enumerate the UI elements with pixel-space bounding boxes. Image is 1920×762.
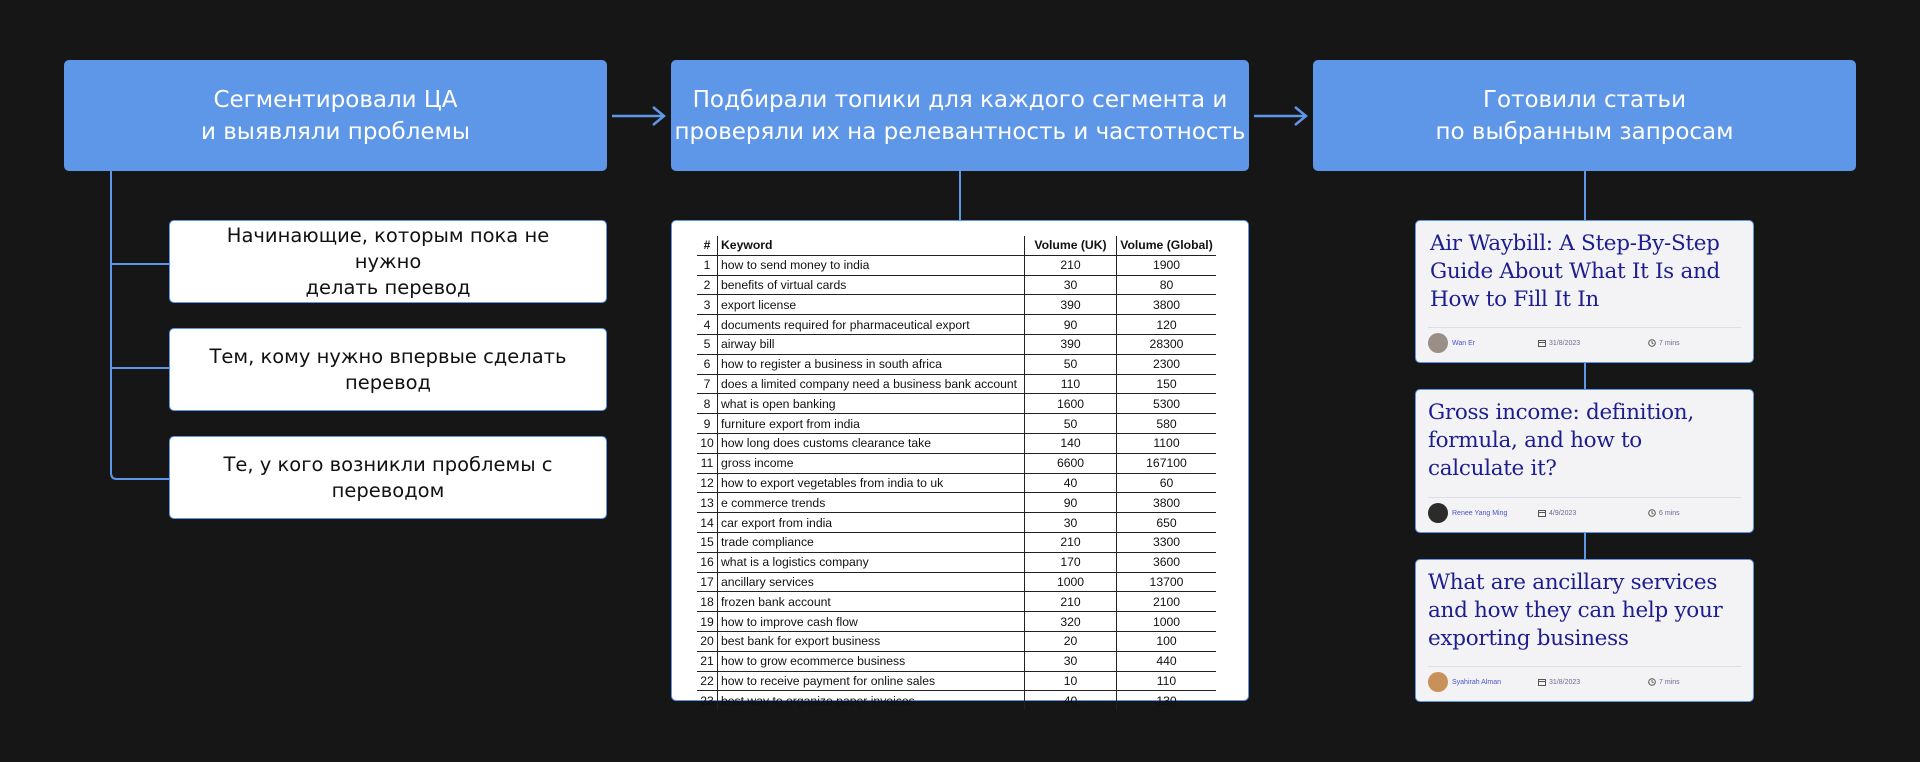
row-volume-uk: 6600 <box>1025 453 1117 473</box>
table-row <box>697 671 1216 691</box>
article-time-wrap <box>1648 339 1680 347</box>
row-number: 10 <box>697 433 718 453</box>
segment-line: перевод <box>344 370 431 394</box>
article-time-wrap <box>1648 509 1680 517</box>
row-volume-global: 2100 <box>1117 592 1217 612</box>
row-volume-global: 5300 <box>1117 394 1217 414</box>
row-volume-uk: 210 <box>1025 532 1117 552</box>
avatar <box>1428 333 1448 353</box>
step-line: проверяли их на релевантность и частотность <box>674 118 1246 145</box>
article-title[interactable]: What are ancillary services and how they can help your exporting business <box>1428 570 1723 651</box>
table-header-row <box>697 236 1216 255</box>
row-number: 2 <box>697 275 718 295</box>
segment-card <box>169 220 607 303</box>
row-number: 17 <box>697 572 718 592</box>
row-keyword: best way to organize paper invoices <box>718 691 1025 710</box>
table-row <box>697 315 1216 335</box>
row-number: 3 <box>697 295 718 315</box>
table-row <box>697 275 1216 295</box>
table-row <box>697 473 1216 493</box>
table-row <box>697 354 1216 374</box>
row-volume-uk: 50 <box>1025 354 1117 374</box>
row-number: 16 <box>697 552 718 572</box>
table-row <box>697 612 1216 632</box>
step-topic-selection <box>671 60 1249 171</box>
row-number: 15 <box>697 532 718 552</box>
calendar-icon <box>1538 339 1546 347</box>
step-articles <box>1313 60 1856 171</box>
row-keyword: how to grow ecommerce business <box>718 651 1025 671</box>
row-keyword: how long does customs clearance take <box>718 433 1025 453</box>
table-row <box>697 513 1216 533</box>
article-author[interactable]: Syahirah Alman <box>1452 678 1502 686</box>
table-row <box>697 631 1216 651</box>
row-number: 5 <box>697 334 718 354</box>
row-keyword: car export from india <box>718 513 1025 533</box>
row-number: 12 <box>697 473 718 493</box>
row-volume-uk: 90 <box>1025 315 1117 335</box>
article-date-wrap <box>1538 509 1648 517</box>
row-volume-global: 650 <box>1117 513 1217 533</box>
row-number: 4 <box>697 315 718 335</box>
article-author[interactable]: Renee Yang Ming <box>1452 509 1508 517</box>
row-number: 1 <box>697 255 718 275</box>
table-row <box>697 433 1216 453</box>
articles-connector <box>1584 363 1586 389</box>
row-volume-uk: 50 <box>1025 414 1117 434</box>
row-volume-global: 3300 <box>1117 532 1217 552</box>
avatar <box>1428 672 1448 692</box>
step-line: Сегментировали ЦА <box>213 86 458 113</box>
row-volume-global: 2300 <box>1117 354 1217 374</box>
header-volume-global: Volume (Global) <box>1117 236 1217 255</box>
row-volume-uk: 1600 <box>1025 394 1117 414</box>
row-keyword: export license <box>718 295 1025 315</box>
avatar <box>1428 503 1448 523</box>
row-keyword: airway bill <box>718 334 1025 354</box>
segments-connector <box>100 171 172 483</box>
row-volume-uk: 20 <box>1025 631 1117 651</box>
article-meta <box>1428 497 1741 528</box>
article-card[interactable] <box>1415 559 1754 702</box>
row-number: 18 <box>697 592 718 612</box>
segment-line: переводом <box>331 478 445 502</box>
row-volume-global: 150 <box>1117 374 1217 394</box>
keyword-table-body <box>697 255 1216 710</box>
row-keyword: how to export vegetables from india to uk <box>718 473 1025 493</box>
article-date-wrap <box>1538 339 1648 347</box>
row-keyword: frozen bank account <box>718 592 1025 612</box>
table-row <box>697 374 1216 394</box>
article-date: 31/8/2023 <box>1549 339 1581 347</box>
row-volume-global: 80 <box>1117 275 1217 295</box>
row-volume-global: 440 <box>1117 651 1217 671</box>
row-volume-global: 3800 <box>1117 493 1217 513</box>
row-volume-uk: 140 <box>1025 433 1117 453</box>
row-number: 22 <box>697 671 718 691</box>
article-read-time: 7 mins <box>1659 339 1680 347</box>
row-volume-uk: 30 <box>1025 651 1117 671</box>
step-line: Готовили статьи <box>1482 86 1687 113</box>
article-meta <box>1428 666 1741 697</box>
segment-line: Начинающие, которым пока не нужно <box>226 223 550 273</box>
row-volume-global: 130 <box>1156 693 1177 708</box>
article-date-wrap <box>1538 678 1648 686</box>
row-number: 19 <box>697 612 718 632</box>
row-number: 11 <box>697 453 718 473</box>
row-volume-global: 13700 <box>1117 572 1217 592</box>
row-number: 21 <box>697 651 718 671</box>
segment-card <box>169 328 607 411</box>
row-keyword: what is open banking <box>718 394 1025 414</box>
row-keyword: e commerce trends <box>718 493 1025 513</box>
keyword-table-card <box>671 220 1249 708</box>
row-volume-global: 120 <box>1117 315 1217 335</box>
article-title[interactable]: Air Waybill: A Step-By-Step Guide About What It Is and How to Fill It In <box>1430 231 1720 312</box>
step-segmentation <box>64 60 607 171</box>
row-volume-global: 167100 <box>1117 453 1217 473</box>
row-volume-uk: 110 <box>1025 374 1117 394</box>
keyword-table <box>697 236 1216 710</box>
segment-line: делать перевод <box>305 275 471 299</box>
row-volume-uk: 40 <box>1025 691 1117 710</box>
row-volume-global: 1100 <box>1117 433 1217 453</box>
row-keyword: gross income <box>718 453 1025 473</box>
arrow-right-icon <box>1252 104 1310 128</box>
row-volume-uk: 170 <box>1025 552 1117 572</box>
row-volume-uk: 390 <box>1025 295 1117 315</box>
row-number: 6 <box>697 354 718 374</box>
row-volume-uk: 30 <box>1025 275 1117 295</box>
calendar-icon <box>1538 678 1546 686</box>
row-keyword: ancillary services <box>718 572 1025 592</box>
row-volume-uk: 1000 <box>1025 572 1117 592</box>
row-volume-global: 580 <box>1117 414 1217 434</box>
row-number: 13 <box>697 493 718 513</box>
articles-connector <box>1584 533 1586 559</box>
header-keyword: Keyword <box>718 236 1025 255</box>
row-number: 8 <box>697 394 718 414</box>
article-author[interactable]: Wan Er <box>1452 339 1476 347</box>
article-time-wrap <box>1648 678 1680 686</box>
row-keyword: furniture export from india <box>718 414 1025 434</box>
row-volume-global: 110 <box>1117 671 1217 691</box>
table-row <box>697 255 1216 275</box>
clock-icon <box>1648 509 1656 517</box>
article-card[interactable] <box>1415 220 1754 363</box>
table-row <box>697 691 1216 710</box>
row-number: 20 <box>697 631 718 651</box>
row-volume-uk: 320 <box>1025 612 1117 632</box>
clock-icon <box>1648 678 1656 686</box>
article-title[interactable]: Gross income: definition, formula, and how to calculate it? <box>1428 400 1694 481</box>
arrow-right-icon <box>610 104 668 128</box>
row-volume-global: 100 <box>1117 631 1217 651</box>
row-keyword: documents required for pharmaceutical export <box>718 315 1025 335</box>
row-keyword: how to register a business in south africa <box>718 354 1025 374</box>
clock-icon <box>1648 339 1656 347</box>
row-volume-global: 1000 <box>1117 612 1217 632</box>
row-number: 23 <box>697 691 718 710</box>
row-keyword: how to send money to india <box>718 255 1025 275</box>
row-volume-global: 1900 <box>1117 255 1217 275</box>
step-line: по выбранным запросам <box>1435 118 1734 145</box>
table-row <box>697 532 1216 552</box>
table-row <box>697 414 1216 434</box>
row-number: 14 <box>697 513 718 533</box>
header-volume-uk: Volume (UK) <box>1025 236 1117 255</box>
table-row <box>697 651 1216 671</box>
article-date: 31/8/2023 <box>1549 678 1581 686</box>
row-volume-uk: 30 <box>1025 513 1117 533</box>
step-line: Подбирали топики для каждого сегмента и <box>692 86 1228 113</box>
row-keyword: trade compliance <box>718 532 1025 552</box>
row-keyword: best bank for export business <box>718 631 1025 651</box>
header-num: # <box>697 236 718 255</box>
calendar-icon <box>1538 509 1546 517</box>
table-row <box>697 453 1216 473</box>
row-keyword: how to receive payment for online sales <box>718 671 1025 691</box>
step-line: и выявляли проблемы <box>200 118 471 145</box>
row-keyword: what is a logistics company <box>718 552 1025 572</box>
table-row <box>697 493 1216 513</box>
table-row <box>697 572 1216 592</box>
row-volume-uk: 10 <box>1025 671 1117 691</box>
row-volume-global: 60 <box>1117 473 1217 493</box>
segment-card <box>169 436 607 519</box>
row-volume-uk: 40 <box>1025 473 1117 493</box>
article-meta <box>1428 327 1741 358</box>
row-number: 7 <box>697 374 718 394</box>
row-volume-global: 3800 <box>1117 295 1217 315</box>
article-read-time: 6 mins <box>1659 509 1680 517</box>
table-connector <box>959 171 961 220</box>
table-row <box>697 552 1216 572</box>
row-volume-uk: 210 <box>1025 255 1117 275</box>
table-row <box>697 394 1216 414</box>
row-keyword: benefits of virtual cards <box>718 275 1025 295</box>
article-card[interactable] <box>1415 389 1754 533</box>
row-volume-uk: 210 <box>1025 592 1117 612</box>
article-read-time: 7 mins <box>1659 678 1680 686</box>
row-volume-global: 28300 <box>1117 334 1217 354</box>
segment-line: Тем, кому нужно впервые сделать <box>209 344 567 368</box>
row-number: 9 <box>697 414 718 434</box>
row-volume-global: 3600 <box>1117 552 1217 572</box>
row-volume-uk: 90 <box>1025 493 1117 513</box>
articles-connector <box>1584 171 1586 220</box>
table-row <box>697 592 1216 612</box>
table-row <box>697 295 1216 315</box>
row-keyword: how to improve cash flow <box>718 612 1025 632</box>
table-row <box>697 334 1216 354</box>
segment-line: Те, у кого возникли проблемы с <box>223 452 553 476</box>
row-volume-uk: 390 <box>1025 334 1117 354</box>
article-date: 4/9/2023 <box>1549 509 1577 517</box>
row-keyword: does a limited company need a business bank account <box>718 374 1025 394</box>
